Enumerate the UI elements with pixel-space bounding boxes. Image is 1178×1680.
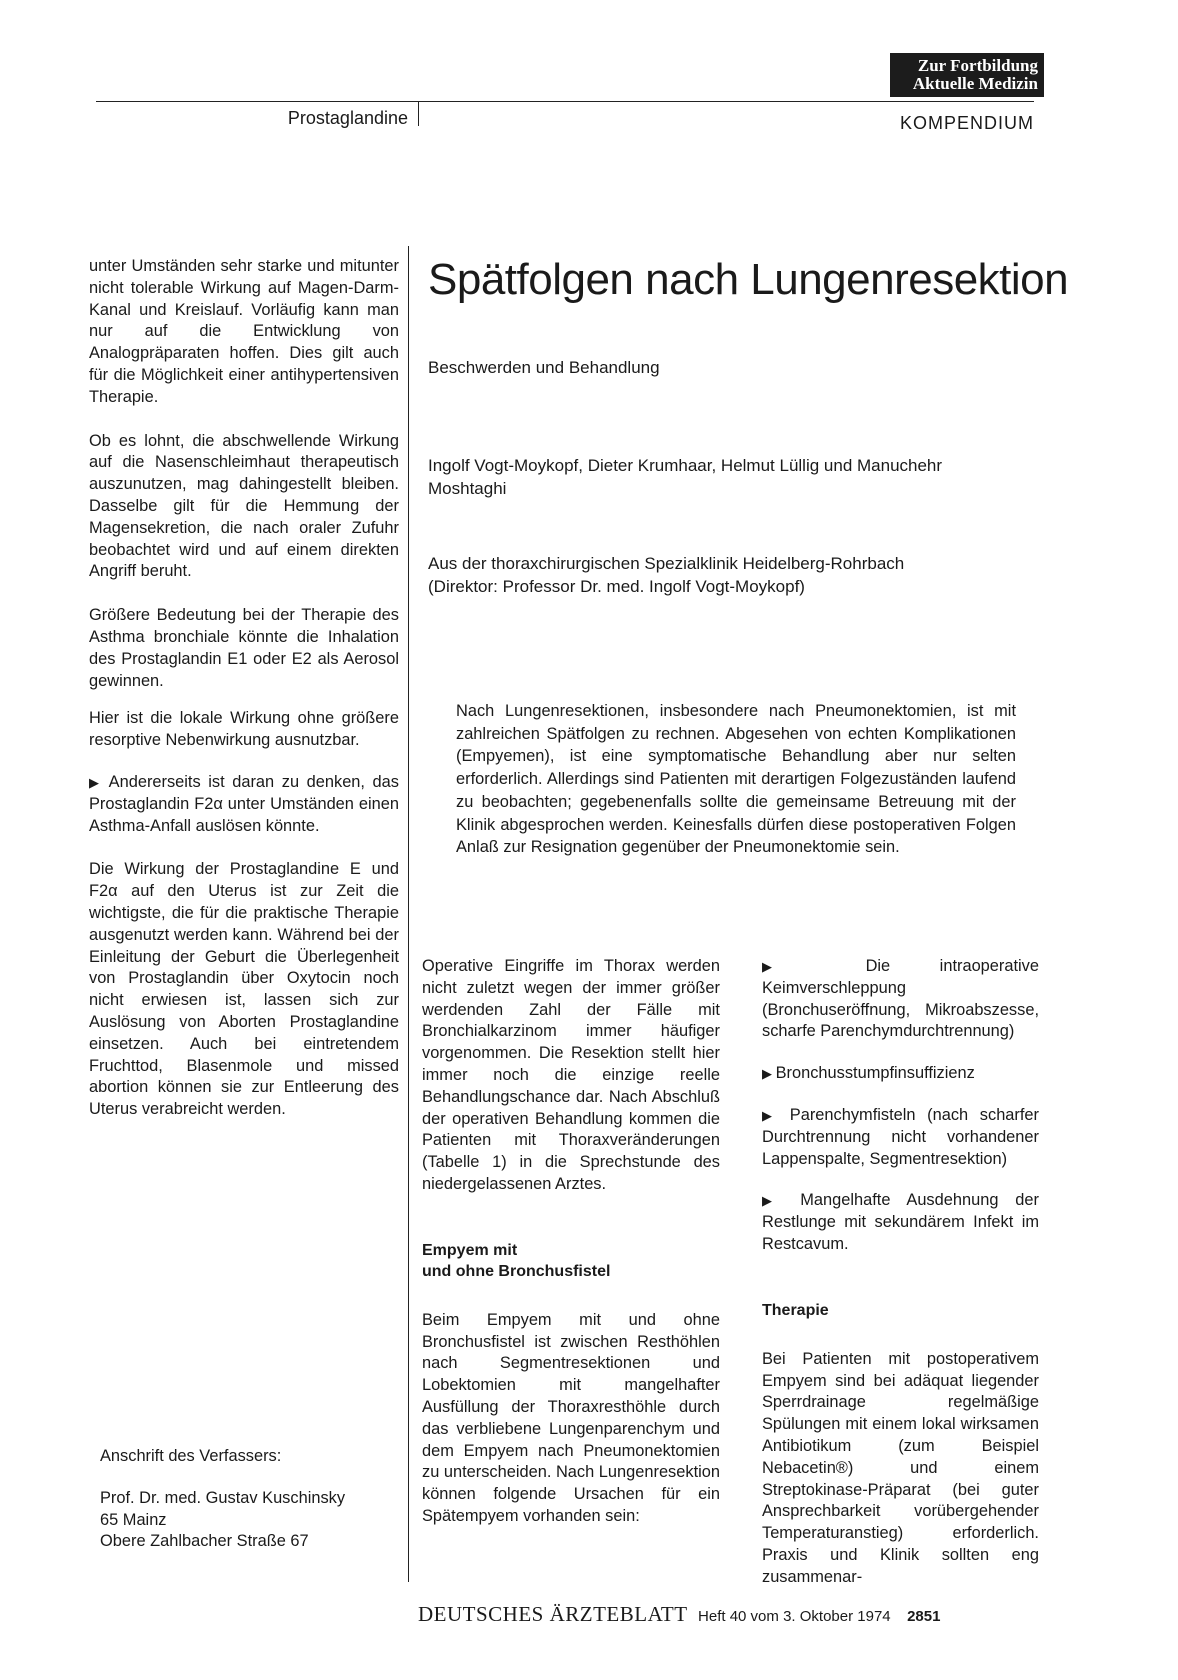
address-line-1: Prof. Dr. med. Gustav Kuschinsky [100, 1488, 346, 1507]
column-rule [408, 246, 409, 1582]
article-title: Spätfolgen nach Lungenresektion [428, 255, 1069, 304]
section-left-label: Prostaglandine [287, 108, 408, 128]
left-paragraph-3: Größere Bedeutung bei der Therapie des Asthma bronchiale könnte die Inhalation des Prostaglandin E1 oder E2 als Aerosol gewinnen. [89, 606, 399, 690]
left-paragraph-4: Hier ist die lokale Wirkung ohne größere resorptive Nebenwirkung ausnutzbar. [89, 709, 399, 750]
therapy-heading: Therapie [762, 1301, 829, 1319]
badge-line-2: Aktuelle Medizin [912, 74, 1038, 93]
badge-line-1: Zur Fortbildung [917, 56, 1038, 75]
author-address [100, 1446, 400, 1553]
right-column [762, 956, 1039, 1589]
page-footer [418, 1602, 1043, 1627]
article-subtitle: Beschwerden und Behandlung [428, 358, 660, 377]
article-authors: Ingolf Vogt-Moykopf, Dieter Krumhaar, Helmut Lüllig und Manuchehr Moshtaghi [428, 456, 943, 498]
issue-info: Heft 40 vom 3. Oktober 1974 [698, 1608, 891, 1625]
left-paragraph-1: unter Umständen sehr starke und mitunter nicht tolerable Wirkung auf Magen-Darm-Kanal und Kreislauf. Vorläufig kann man nur auf die Entwicklung von Analogpräparaten hoffen. Dies gilt auch für die Möglichkeit einer antihypertensiven Therapie. [89, 257, 399, 406]
left-column [89, 256, 399, 1121]
left-paragraph-6: Die Wirkung der Prostaglandine E und F2α auf den Uterus ist zur Zeit die wichtigste, die für die praktische Therapie ausgenutzt werden kann. Während bei der Einleitung der Geburt die Überlegenheit von Prostaglandin über Oxytocin noch nicht erwiesen ist, lassen sich zur Auslösung von Aborten Prostaglandine einsetzen. Auch bei eintretendem Fruchttod, Blasenmole und missed abortion können sie zur Entleerung des Uterus verabreicht werden. [89, 860, 399, 1119]
cause-bullet-1: ▶ Die intraoperative Keimverschleppung (Bronchuseröffnung, Mikroabszesse, scharfe Parenchymdurchtrennung) [762, 956, 1039, 1043]
section-badge [890, 53, 1044, 97]
header-rule [96, 101, 1034, 102]
empyem-heading-line-1: Empyem mit [422, 1241, 518, 1259]
page-number: 2851 [907, 1608, 941, 1625]
cause-bullet-3: ▶ Parenchymfisteln (nach scharfer Durchtrennung nicht vorhandener Lappenspalte, Segmentresektion) [762, 1105, 1039, 1170]
cause-bullet-4: ▶ Mangelhafte Ausdehnung der Restlunge mit sekundärem Infekt im Restcavum. [762, 1190, 1039, 1255]
therapy-paragraph: Bei Patienten mit postoperativem Empyem sind bei adäquat liegender Sperrdrainage regelmäßige Spülungen mit einem lokal wirksamen Antibiotikum (zum Beispiel Nebacetin®) und einem Streptokinase-Präparat (bei guter Ansprechbarkeit vorübergehender Temperaturanstieg) erforderlich. Praxis und Klinik sollten eng zusammenar- [762, 1349, 1039, 1586]
affiliation-line-1: Aus der thoraxchirurgischen Spezialklinik Heidelberg-Rohrbach [428, 554, 905, 573]
empyem-heading-line-2: und ohne Bronchusfistel [422, 1262, 611, 1280]
address-line-3: Obere Zahlbacher Straße 67 [100, 1532, 309, 1551]
middle-paragraph-2: Beim Empyem mit und ohne Bronchusfistel ist zwischen Resthöhlen nach Segmentresektionen und Lobektomien mit mangelhafter Ausfüllung der Thoraxresthöhle durch das verbliebene Lungenparenchym und dem Empyem nach Pneumonektomien zu unterscheiden. Nach Lungenresektion können folgende Ursachen für ein Spätempyem vorhanden sein: [422, 1310, 720, 1525]
journal-name: DEUTSCHES ÄRZTEBLATT [418, 1602, 688, 1626]
middle-column [422, 956, 720, 1528]
cause-bullet-2: ▶ Bronchusstumpfinsuffizienz [762, 1063, 1039, 1085]
left-paragraph-2: Ob es lohnt, die abschwellende Wirkung auf die Nasenschleimhaut therapeutisch auszunutzen, mag dahingestellt bleiben. Dasselbe gilt für die Hemmung der Magensekretion, die nach oraler Zufuhr beobachtet wird und auf einem direkten Angriff beruht. [89, 431, 399, 581]
header-divider [418, 101, 419, 126]
empyem-heading [422, 1240, 720, 1282]
section-right-label: KOMPENDIUM [899, 113, 1034, 133]
address-label: Anschrift des Verfassers: [100, 1447, 282, 1465]
article-abstract: Nach Lungenresektionen, insbesondere nach Pneumonektomien, ist mit zahlreichen Spätfolgen zu rechnen. Abgesehen von echten Komplikationen (Empyemen), ist eine symptomatische Behandlung aber nur selten erforderlich. Allerdings sind Patienten mit derartigen Folgezuständen laufend zu beobachten; gegebenenfalls sollte die gemeinsame Betreuung mit der Klinik abgesprochen werden. Keinesfalls dürfen diese postoperativen Folgen Anlaß zur Resignation gegenüber der Pneumonektomie sein. [456, 702, 1016, 857]
article-affiliation [428, 552, 1028, 598]
middle-paragraph-1: Operative Eingriffe im Thorax werden nicht zuletzt wegen der immer größer werdenden Zahl der Fälle mit Bronchialkarzinom immer häufiger vorgenommen. Die Resektion stellt hier immer noch die einzige reelle Behandlungschance dar. Nach Abschluß der operativen Behandlung kommen die Patienten mit Thoraxveränderungen (Tabelle 1) in die Sprechstunde des niedergelassenen Arztes. [422, 957, 720, 1193]
left-paragraph-5: ▶ Andererseits ist daran zu denken, das Prostaglandin F2α unter Umständen einen Asthma-Anfall auslösen könnte. [89, 772, 399, 837]
affiliation-line-2: (Direktor: Professor Dr. med. Ingolf Vogt-Moykopf) [428, 577, 805, 596]
address-line-2: 65 Mainz [100, 1510, 167, 1529]
